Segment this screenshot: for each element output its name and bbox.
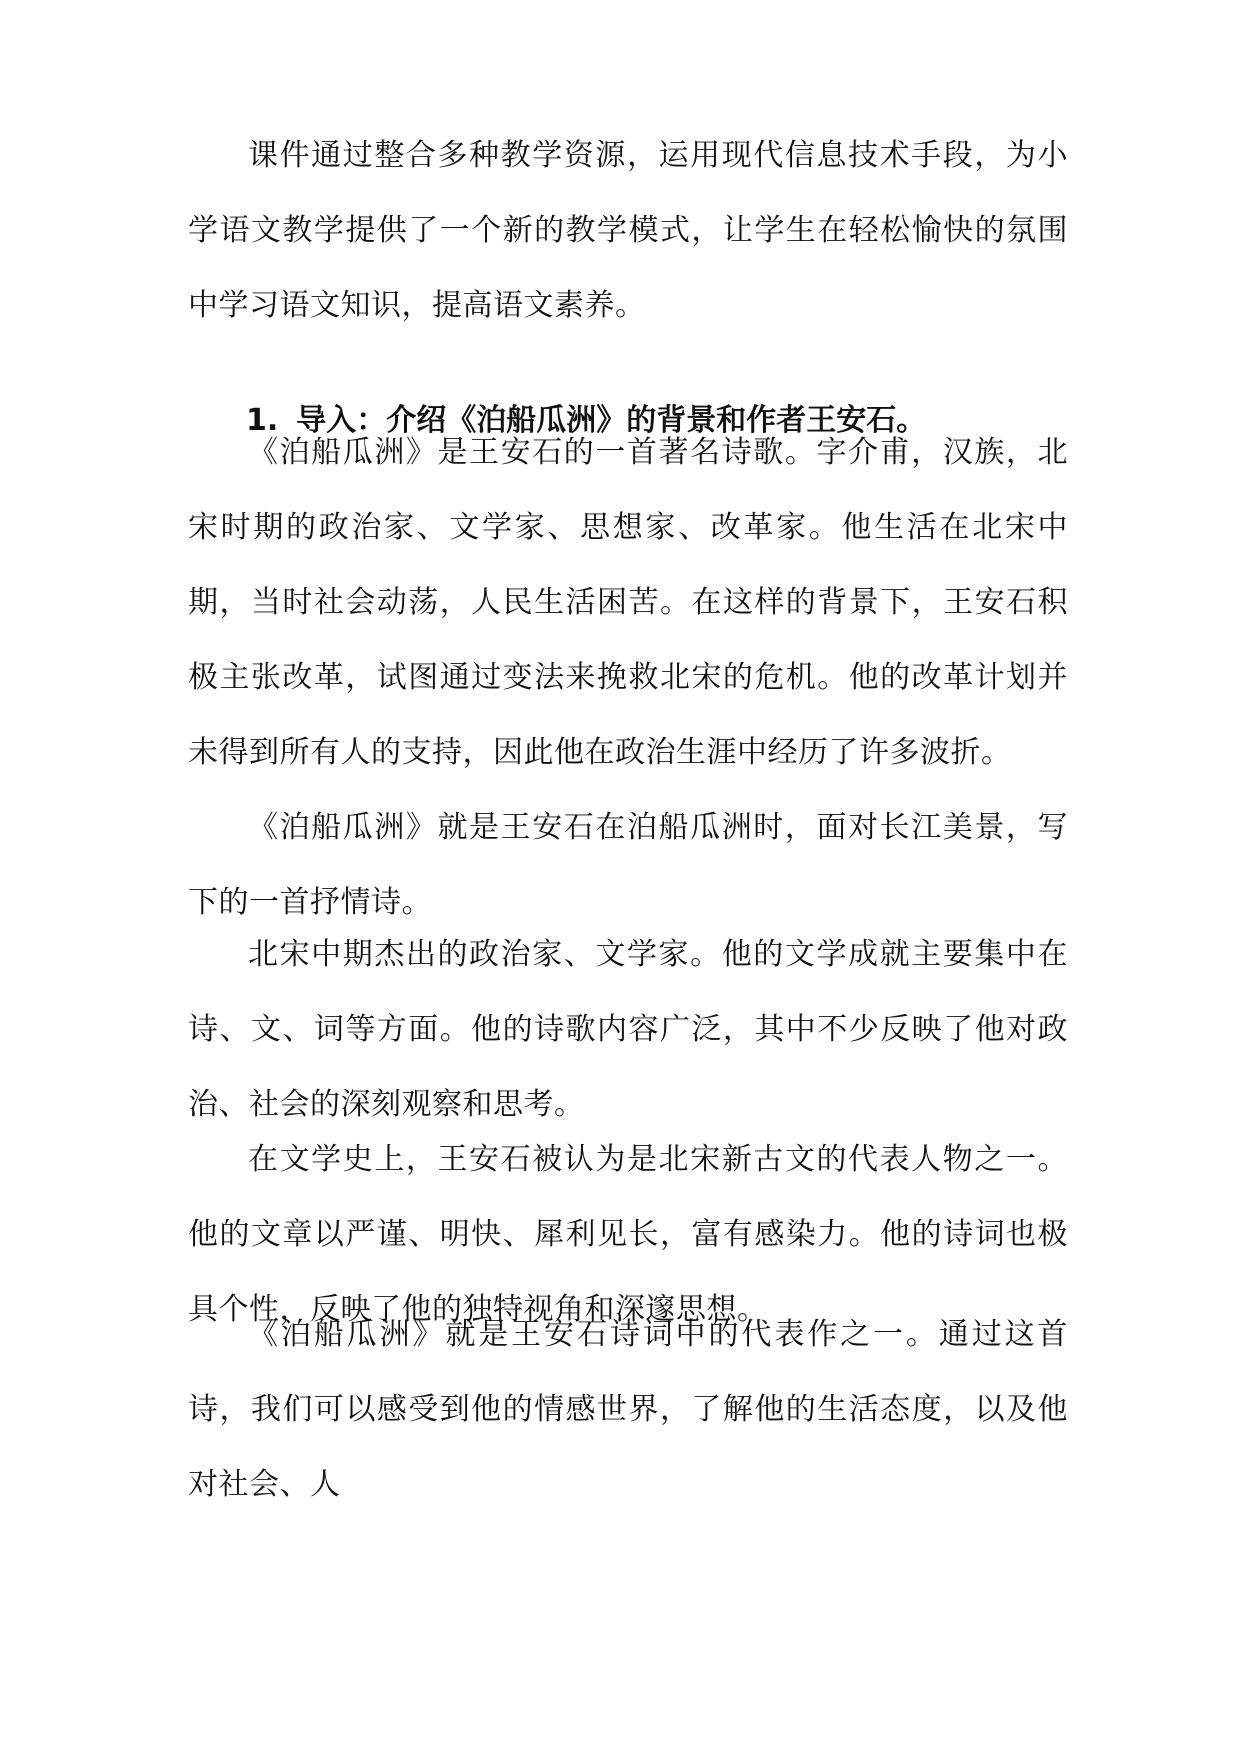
intro-paragraph: 课件通过整合多种教学资源，运用现代信息技术手段，为小学语文教学提供了一个新的教学模式，让学生在轻松愉快的氛围中学习语文知识，提高语文素养。 bbox=[188, 138, 1068, 323]
section-heading-text: 导入：介绍《泊船瓜洲》的背景和作者王安石。 bbox=[296, 403, 927, 438]
paragraph-literary-history: 在文学史上，王安石被认为是北宋新古文的代表人物之一。他的文章以严谨、明快、犀利见长，富有感染力。他的诗词也极具个性，反映了他的独特视角和深邃思想。 bbox=[188, 1142, 1068, 1327]
paragraph-literary-achievement: 北宋中期杰出的政治家、文学家。他的文学成就主要集中在诗、文、词等方面。他的诗歌内容广泛，其中不少反映了他对政治、社会的深刻观察和思考。 bbox=[188, 937, 1068, 1122]
section-heading-number: 1. bbox=[246, 403, 279, 438]
paragraph-representative-work: 《泊船瓜洲》就是王安石诗词中的代表作之一。通过这首诗，我们可以感受到他的情感世界，了解他的生活态度，以及他对社会、人 bbox=[188, 1317, 1068, 1502]
paragraph-poem-origin: 《泊船瓜洲》就是王安石在泊船瓜洲时，面对长江美景，写下的一首抒情诗。 bbox=[188, 810, 1068, 920]
paragraph-background: 《泊船瓜洲》是王安石的一首著名诗歌。字介甫，汉族，北宋时期的政治家、文学家、思想家、改革家。他生活在北宋中期，当时社会动荡，人民生活困苦。在这样的背景下，王安石积极主张改革，试图通过变法来挽救北宋的危机。他的改革计划并未得到所有人的支持，因此他在政治生涯中经历了许多波折。 bbox=[188, 435, 1068, 770]
